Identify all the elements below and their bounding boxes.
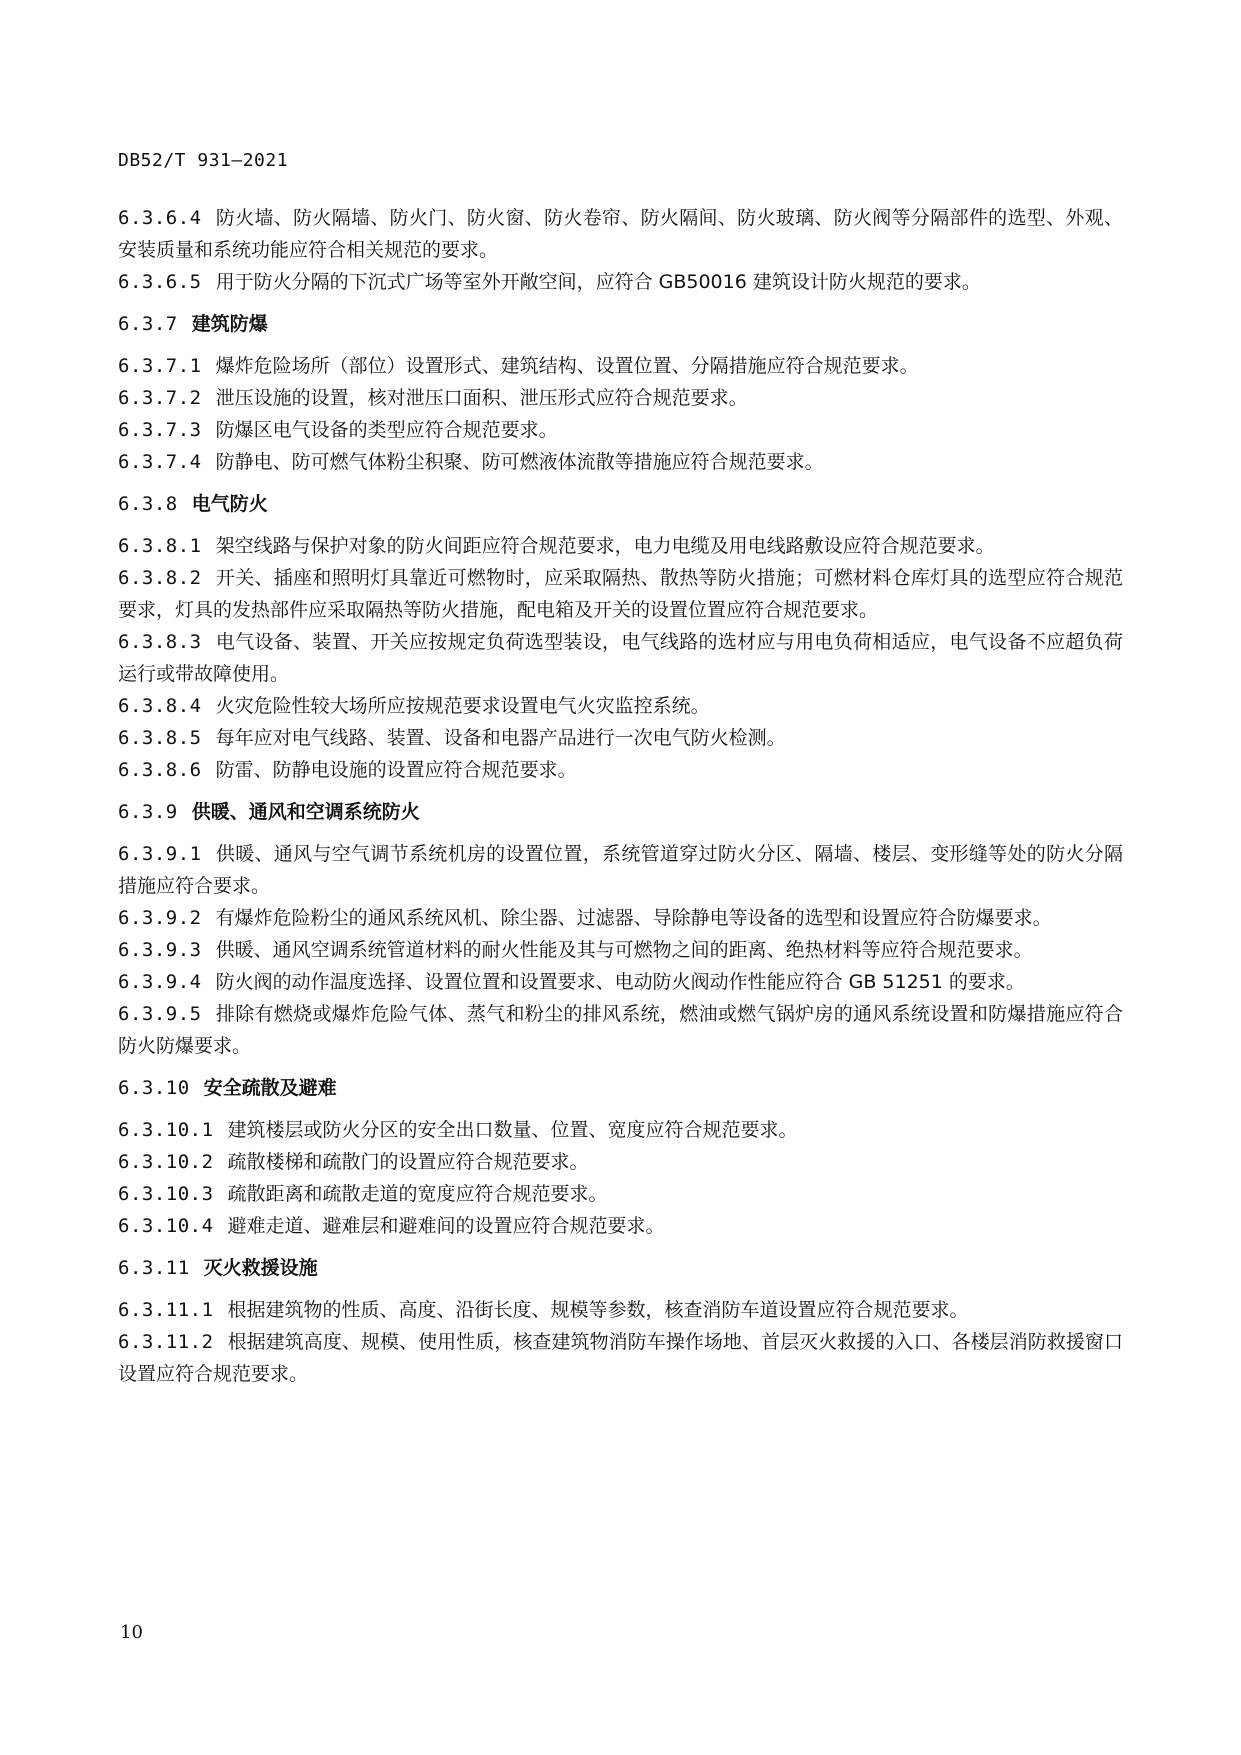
- clause-number: 6.3.7.3: [118, 419, 202, 441]
- section-safe-evacuation: [118, 1072, 1123, 1242]
- clause-text: 有爆炸危险粉尘的通风系统风机、除尘器、过滤器、导除静电等设备的选型和设置应符合防爆要求。: [215, 907, 1052, 929]
- clause: [118, 690, 1123, 722]
- clause-text: 建筑楼层或防火分区的安全出口数量、位置、宽度应符合规范要求。: [227, 1119, 798, 1141]
- clause-text: 防雷、防静电设施的设置应符合规范要求。: [215, 759, 577, 781]
- section-hvac-fire-protection: [118, 796, 1123, 1062]
- clause-text: 每年应对电气线路、装置、设备和电器产品进行一次电气防火检测。: [215, 727, 786, 749]
- clause-text: 防爆区电气设备的类型应符合规范要求。: [215, 419, 558, 441]
- clause-text: 疏散距离和疏散走道的宽度应符合规范要求。: [227, 1183, 608, 1205]
- clause: [118, 266, 1123, 298]
- clause-text: 避难走道、避难层和避难间的设置应符合规范要求。: [227, 1215, 665, 1237]
- clause-text: 开关、插座和照明灯具靠近可燃物时，应采取隔热、散热等防火措施；可燃材料仓库灯具的选型应符合规范要求，灯具的发热部件应采取隔热等防火措施，配电箱及开关的设置位置应符合规范要求。: [118, 567, 1123, 621]
- clause-number: 6.3.9.5: [118, 1003, 202, 1025]
- clause: [118, 446, 1123, 478]
- document-code: DB52/T 931—2021: [118, 150, 289, 171]
- clause-text: 供暖、通风空调系统管道材料的耐火性能及其与可燃物之间的距离、绝热材料等应符合规范要求。: [215, 939, 1033, 961]
- clause-number: 6.3.7.4: [118, 451, 202, 473]
- clause-number: 6.3.8.5: [118, 727, 202, 749]
- section-building-explosion-protection: [118, 308, 1123, 478]
- clause: [118, 998, 1123, 1062]
- section-title: 供暖、通风和空调系统防火: [191, 801, 420, 823]
- clause-text: 泄压设施的设置，核对泄压口面积、泄压形式应符合规范要求。: [215, 387, 748, 409]
- clause: [118, 1114, 1123, 1146]
- clause-text: 火灾危险性较大场所应按规范要求设置电气火灾监控系统。: [215, 695, 710, 717]
- clause-number: 6.3.10.3: [118, 1183, 214, 1205]
- clause-text: 防火阀的动作温度选择、设置位置和设置要求、电动防火阀动作性能应符合 GB 51251 的要求。: [215, 971, 1025, 993]
- clause-number: 6.3.6.5: [118, 271, 202, 293]
- clause-number: 6.3.9.2: [118, 907, 202, 929]
- section-heading: [118, 308, 1123, 340]
- clause-number: 6.3.11.1: [118, 1299, 214, 1321]
- section-number: 6.3.9: [118, 801, 178, 823]
- section-number: 6.3.10: [118, 1077, 190, 1099]
- clause-number: 6.3.10.2: [118, 1151, 214, 1173]
- clause: [118, 562, 1123, 626]
- section-heading: [118, 796, 1123, 828]
- clause-text: 爆炸危险场所（部位）设置形式、建筑结构、设置位置、分隔措施应符合规范要求。: [215, 355, 919, 377]
- section-number: 6.3.11: [118, 1257, 190, 1279]
- page-number: 10: [120, 1622, 143, 1643]
- section-heading: [118, 1072, 1123, 1104]
- clause-number: 6.3.6.4: [118, 207, 202, 229]
- clause-number: 6.3.9.3: [118, 939, 202, 961]
- section-heading: [118, 488, 1123, 520]
- clause-number: 6.3.8.6: [118, 759, 202, 781]
- clause-number: 6.3.8.4: [118, 695, 202, 717]
- clause-number: 6.3.7.2: [118, 387, 202, 409]
- clause: [118, 626, 1123, 690]
- section-title: 建筑防爆: [191, 313, 268, 335]
- clause-number: 6.3.8.2: [118, 567, 202, 589]
- clause: [118, 722, 1123, 754]
- section-fire-rescue-facilities: [118, 1252, 1123, 1390]
- clause: [118, 382, 1123, 414]
- document-body: [118, 202, 1123, 1390]
- clause-number: 6.3.7.1: [118, 355, 202, 377]
- clause-text: 用于防火分隔的下沉式广场等室外开敞空间，应符合 GB50016 建筑设计防火规范的要求。: [215, 271, 981, 293]
- clause-text: 根据建筑高度、规模、使用性质，核查建筑物消防车操作场地、首层灭火救援的入口、各楼层消防救援窗口设置应符合规范要求。: [118, 1331, 1123, 1385]
- section-title: 灭火救援设施: [203, 1257, 318, 1279]
- section-title: 安全疏散及避难: [203, 1077, 337, 1099]
- clause-text: 防火墙、防火隔墙、防火门、防火窗、防火卷帘、防火隔间、防火玻璃、防火阀等分隔部件的选型、外观、安装质量和系统功能应符合相关规范的要求。: [118, 207, 1123, 261]
- clause: [118, 934, 1123, 966]
- section-number: 6.3.7: [118, 313, 178, 335]
- clause: [118, 1326, 1123, 1390]
- clause: [118, 838, 1123, 902]
- lead-clauses: [118, 202, 1123, 298]
- clause-number: 6.3.10.1: [118, 1119, 214, 1141]
- section-title: 电气防火: [191, 493, 268, 515]
- clause-number: 6.3.8.3: [118, 631, 202, 653]
- clause-text: 防静电、防可燃气体粉尘积聚、防可燃液体流散等措施应符合规范要求。: [215, 451, 824, 473]
- clause-text: 电气设备、装置、开关应按规定负荷选型装设，电气线路的选材应与用电负荷相适应，电气设备不应超负荷运行或带故障使用。: [118, 631, 1123, 685]
- clause: [118, 1178, 1123, 1210]
- clause-number: 6.3.10.4: [118, 1215, 214, 1237]
- clause-text: 根据建筑物的性质、高度、沿街长度、规模等参数，核查消防车道设置应符合规范要求。: [227, 1299, 969, 1321]
- clause-number: 6.3.8.1: [118, 535, 202, 557]
- clause-text: 供暖、通风与空气调节系统机房的设置位置，系统管道穿过防火分区、隔墙、楼层、变形缝等处的防火分隔措施应符合要求。: [118, 843, 1123, 897]
- section-heading: [118, 1252, 1123, 1284]
- clause-text: 排除有燃烧或爆炸危险气体、蒸气和粉尘的排风系统，燃油或燃气锅炉房的通风系统设置和防爆措施应符合防火防爆要求。: [118, 1003, 1123, 1057]
- section-number: 6.3.8: [118, 493, 178, 515]
- clause: [118, 414, 1123, 446]
- clause: [118, 1294, 1123, 1326]
- clause-number: 6.3.9.1: [118, 843, 202, 865]
- clause-number: 6.3.9.4: [118, 971, 202, 993]
- clause: [118, 966, 1123, 998]
- clause-text: 疏散楼梯和疏散门的设置应符合规范要求。: [227, 1151, 589, 1173]
- clause: [118, 1146, 1123, 1178]
- clause-text: 架空线路与保护对象的防火间距应符合规范要求，电力电缆及用电线路敷设应符合规范要求。: [215, 535, 995, 557]
- section-electrical-fire-protection: [118, 488, 1123, 786]
- clause: [118, 1210, 1123, 1242]
- clause: [118, 902, 1123, 934]
- clause: [118, 754, 1123, 786]
- clause: [118, 350, 1123, 382]
- clause: [118, 202, 1123, 266]
- clause: [118, 530, 1123, 562]
- clause-number: 6.3.11.2: [118, 1331, 214, 1353]
